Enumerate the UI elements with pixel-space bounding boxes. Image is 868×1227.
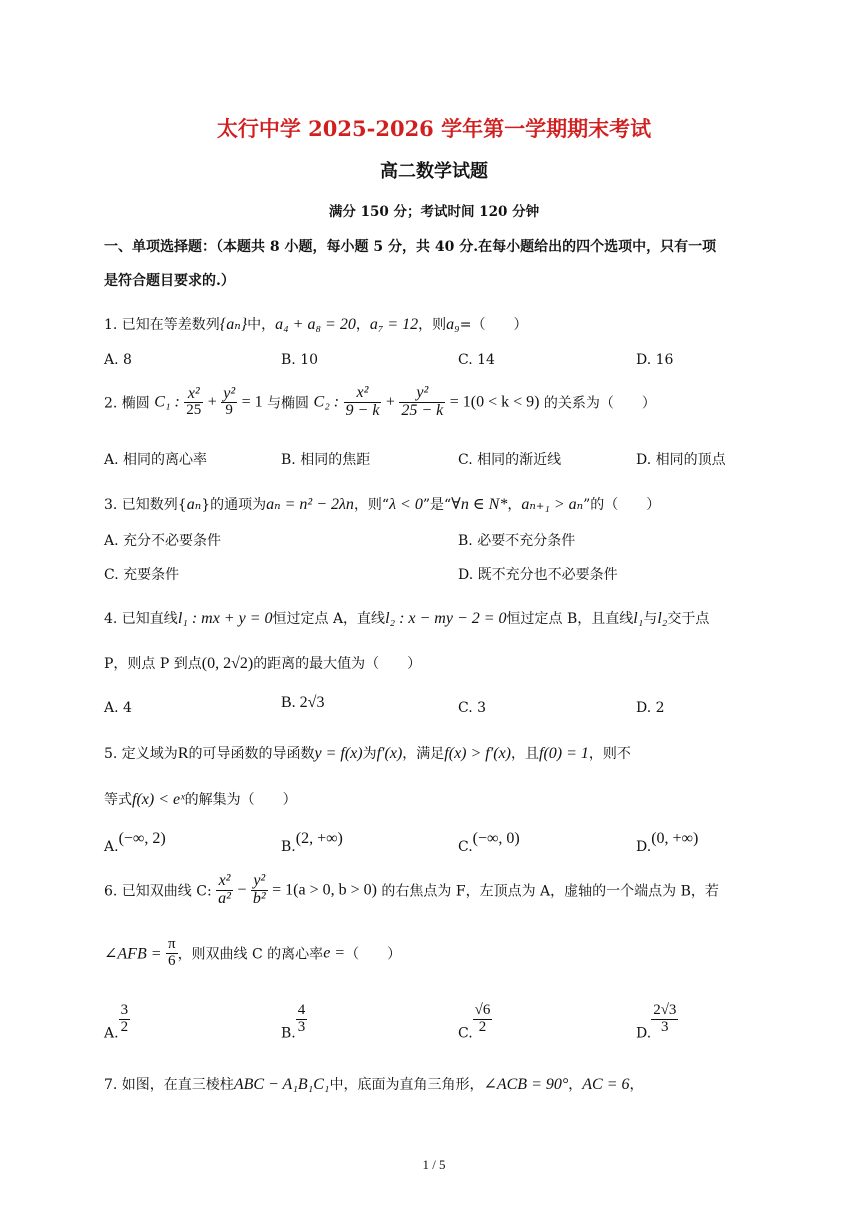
minus: − bbox=[237, 881, 247, 899]
q6-math: e = bbox=[323, 944, 346, 962]
q2-text: 2. 椭圆 bbox=[104, 395, 150, 412]
fraction-den: a² bbox=[218, 889, 231, 907]
fraction-den: 25 − k bbox=[401, 401, 444, 419]
option-value: (−∞, 2) bbox=[118, 830, 166, 847]
q7-math: ABC − A₁B₁C₁ bbox=[233, 1076, 330, 1093]
question-5 bbox=[104, 743, 631, 763]
q4-option-b: B. 2√3 bbox=[281, 694, 325, 711]
q5-math: f(x) > f′(x) bbox=[444, 745, 511, 762]
condition: = 1(0 < k < 9) bbox=[449, 393, 540, 411]
page-number: 1 / 5 bbox=[422, 1157, 446, 1172]
q4-option-a: A. 4 bbox=[104, 700, 132, 716]
q3-math: aₙ bbox=[186, 496, 202, 513]
fraction-den: 9 bbox=[225, 402, 233, 419]
q5-text: ，且 bbox=[511, 746, 539, 762]
question-6-cont bbox=[104, 937, 401, 970]
q2-fraction bbox=[184, 386, 203, 420]
option-label: D. bbox=[636, 839, 652, 855]
q2-fraction bbox=[399, 385, 445, 420]
option-value: (−∞, 0) bbox=[472, 830, 520, 847]
fraction-den: b² bbox=[252, 889, 266, 907]
option-label: B. bbox=[281, 839, 296, 855]
q6-text: 的右焦点为 F，左顶点为 A，虚轴的一个端点为 B，若 bbox=[381, 883, 719, 900]
fraction-num: 2√3 bbox=[653, 1002, 677, 1018]
plus: + bbox=[207, 393, 217, 411]
exam-title: 太行中学 2025-2026 学年第一学期期末考试 bbox=[216, 116, 652, 141]
q2-c2: C₂ : bbox=[313, 393, 340, 411]
q1-text: 中， bbox=[247, 317, 276, 333]
q5-option-d bbox=[636, 830, 698, 855]
q7-text: 中，底面为直角三角形， bbox=[329, 1077, 484, 1093]
fraction-num: y² bbox=[223, 384, 236, 402]
fraction-den: 9 − k bbox=[345, 401, 380, 419]
q2-text: 与椭圆 bbox=[267, 395, 310, 412]
fraction-num: x² bbox=[344, 385, 382, 403]
q7-text: 7. 如图，在直三棱柱 bbox=[104, 1077, 234, 1093]
fraction-num: √6 bbox=[474, 1002, 491, 1018]
option-value: (0, +∞) bbox=[651, 830, 699, 847]
q6-option-c bbox=[458, 1003, 492, 1041]
fraction-den: 25 bbox=[186, 402, 202, 419]
fraction-num: π bbox=[167, 936, 176, 952]
q3-text: }的通项为 bbox=[201, 497, 267, 513]
q2-option-c: C. 相同的渐近线 bbox=[458, 452, 562, 468]
q5-option-b bbox=[281, 830, 343, 855]
q7-text: ， bbox=[629, 1077, 644, 1093]
q2-option-a: A. 相同的离心率 bbox=[104, 452, 208, 468]
option-label: C. bbox=[458, 1025, 473, 1042]
q1-seq: {aₙ} bbox=[219, 316, 248, 333]
exam-meta: 满分 150 分；考试时间 120 分钟 bbox=[328, 204, 540, 220]
q5-text: ，则不 bbox=[588, 746, 631, 762]
option-label: A. bbox=[104, 1025, 119, 1042]
q3-option-a: A. 充分不必要条件 bbox=[104, 533, 222, 549]
q1-math: a₉ bbox=[446, 316, 460, 333]
q6-text: 6. 已知双曲线 C: bbox=[104, 883, 212, 900]
q6-fraction bbox=[216, 873, 233, 908]
q3-option-d: D. 既不充分也不必要条件 bbox=[458, 567, 618, 583]
q4-text: 4. 已知直线 bbox=[104, 611, 178, 627]
q5-math: R bbox=[177, 745, 189, 762]
question-5-cont bbox=[104, 789, 297, 809]
fraction-num: x² bbox=[216, 873, 233, 891]
q4-math: l₁ bbox=[633, 610, 644, 627]
q4-line-1: l₁ : mx + y = 0 bbox=[177, 610, 273, 627]
question-6 bbox=[104, 873, 719, 908]
q1-math: a₄ + a₈ = 20 bbox=[275, 316, 356, 333]
question-7 bbox=[104, 1074, 644, 1094]
q4-text: P，则点 P 到点 bbox=[104, 656, 202, 672]
q4-option-c: C. 3 bbox=[458, 700, 487, 716]
q4-text: 恒过定点 A，直线 bbox=[272, 611, 386, 627]
q5-text: 5. 定义域为 bbox=[104, 746, 178, 762]
q6-option-b bbox=[281, 1003, 307, 1041]
q3-text: 3. 已知数列{ bbox=[104, 497, 187, 513]
q4-text: 交于点 bbox=[667, 611, 710, 627]
q1-text: ，则 bbox=[418, 317, 447, 333]
question-2 bbox=[104, 385, 656, 420]
q3-option-c: C. 充要条件 bbox=[104, 567, 180, 583]
q3-math: ∀n ∈ N* bbox=[451, 496, 508, 513]
q6-text: ，则双曲线 C 的离心率 bbox=[177, 946, 324, 963]
q6-fraction bbox=[166, 937, 178, 970]
q7-math: AC = 6 bbox=[582, 1076, 630, 1093]
plus: + bbox=[385, 393, 395, 411]
fraction-num: y² bbox=[251, 873, 268, 891]
q2-fraction bbox=[344, 385, 382, 420]
q5-math: f(x) < eˣ bbox=[132, 791, 185, 808]
condition: = 1(a > 0, b > 0) bbox=[272, 881, 377, 899]
q1-text: =（ ） bbox=[459, 317, 528, 333]
question-1 bbox=[104, 314, 527, 334]
fraction-num: 3 bbox=[120, 1002, 129, 1018]
q4-text: 与 bbox=[643, 611, 658, 627]
q4-math: l₂ bbox=[657, 610, 668, 627]
q5-text: 的可导函数的导函数 bbox=[188, 746, 315, 762]
fraction-den: 3 bbox=[661, 1018, 669, 1035]
question-4 bbox=[104, 608, 709, 628]
option-fraction bbox=[119, 1003, 131, 1036]
fraction-num: 4 bbox=[297, 1002, 306, 1018]
q3-text: ”的（ ） bbox=[583, 497, 661, 513]
fraction-num: y² bbox=[399, 385, 445, 403]
q2-fraction bbox=[221, 386, 237, 420]
q7-math: ∠ACB = 90° bbox=[483, 1076, 569, 1093]
q2-option-d: D. 相同的顶点 bbox=[636, 452, 726, 468]
q1-math: a₇ = 12 bbox=[369, 316, 419, 333]
q7-text: ， bbox=[568, 1077, 583, 1093]
q1-option-a: A. 8 bbox=[104, 352, 132, 368]
q6-math: ∠AFB = bbox=[104, 945, 162, 963]
section-heading-cont: 是符合题目要求的.） bbox=[104, 273, 235, 289]
q3-math: aₙ₊₁ > aₙ bbox=[521, 496, 584, 513]
q4-text: 恒过定点 B，且直线 bbox=[506, 611, 634, 627]
option-fraction bbox=[296, 1003, 308, 1036]
q4-point: (0, 2√2) bbox=[201, 655, 254, 672]
q2-c1: C₁ : bbox=[154, 393, 180, 411]
fraction-den: 6 bbox=[168, 952, 176, 969]
equals: = 1 bbox=[241, 393, 263, 411]
q5-option-a bbox=[104, 830, 166, 855]
fraction-num: x² bbox=[184, 386, 203, 404]
q3-option-b: B. 必要不充分条件 bbox=[458, 533, 576, 549]
option-fraction bbox=[651, 1003, 678, 1036]
q3-formula: aₙ = n² − 2λn bbox=[266, 496, 354, 513]
q2-text: 的关系为（ ） bbox=[543, 395, 656, 412]
q6-option-d bbox=[636, 1003, 678, 1041]
q1-option-d: D. 16 bbox=[636, 352, 674, 368]
q5-math: y = f(x) bbox=[314, 745, 363, 762]
option-label: C. bbox=[458, 839, 473, 855]
option-fraction bbox=[473, 1003, 493, 1036]
q5-text: 等式 bbox=[104, 792, 132, 808]
option-value: (2, +∞) bbox=[295, 830, 343, 847]
question-3 bbox=[104, 494, 660, 514]
q5-math: f(0) = 1 bbox=[539, 745, 589, 762]
fraction-den: 3 bbox=[297, 1018, 306, 1035]
q2-option-b: B. 相同的焦距 bbox=[281, 452, 371, 468]
q5-math: f′(x) bbox=[376, 745, 403, 762]
q3-text: ， bbox=[507, 497, 522, 513]
q6-option-a bbox=[104, 1003, 130, 1041]
q5-text: 的解集为（ ） bbox=[184, 792, 297, 808]
subject-title: 高二数学试题 bbox=[380, 161, 488, 182]
section-heading: 一、单项选择题：（本题共 8 小题，每小题 5 分，共 40 分.在每小题给出的四个选项中，只有一项 bbox=[104, 239, 717, 255]
q3-math: λ < 0 bbox=[389, 496, 423, 513]
option-label: A. bbox=[104, 839, 119, 855]
option-label: D. bbox=[636, 1025, 652, 1042]
q6-text: （ ） bbox=[345, 946, 402, 963]
q4-line-2: l₂ : x − my − 2 = 0 bbox=[385, 610, 507, 627]
q5-text: 为 bbox=[362, 746, 377, 762]
q4-text: 的距离的最大值为（ ） bbox=[253, 656, 422, 672]
fraction-den: 2 bbox=[478, 1018, 487, 1035]
q1-option-c: C. 14 bbox=[458, 352, 495, 368]
q1-option-b: B. 10 bbox=[281, 352, 319, 368]
q3-text: ”是“ bbox=[422, 497, 452, 513]
option-label: B. bbox=[281, 1025, 296, 1042]
q3-text: ，则“ bbox=[353, 497, 390, 513]
q6-fraction bbox=[251, 873, 268, 908]
q4-option-d: D. 2 bbox=[636, 700, 665, 716]
q5-text: ，满足 bbox=[402, 746, 445, 762]
fraction-den: 2 bbox=[120, 1018, 129, 1035]
q1-text: 1. 已知在等差数列 bbox=[104, 317, 220, 333]
question-4-cont bbox=[104, 653, 421, 673]
q1-text: ， bbox=[355, 317, 370, 333]
q5-option-c bbox=[458, 830, 520, 855]
